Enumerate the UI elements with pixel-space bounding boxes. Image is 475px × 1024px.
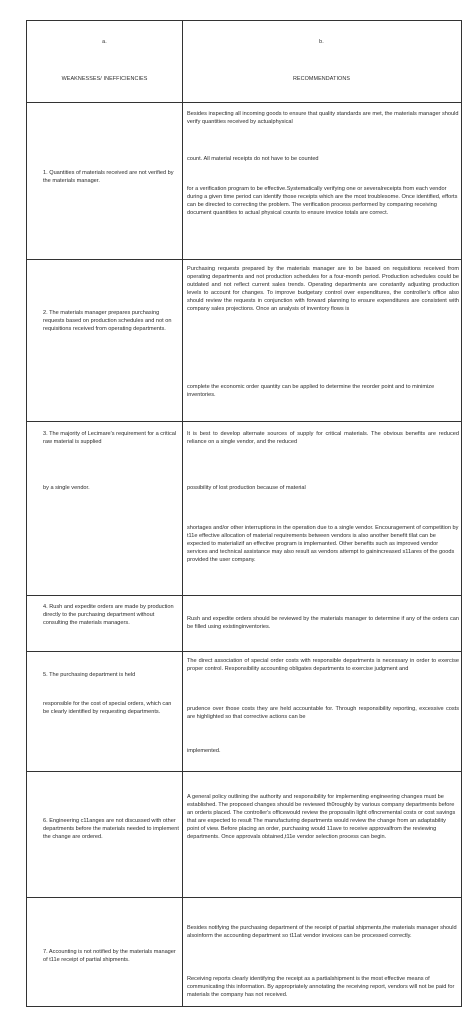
weakness-text: 4. Rush and expedite orders are made by production directly to the purchasing department without consulting the materials managers.: [43, 604, 174, 627]
weakness-text: responsible for the cost of special orders, which can be clearly identified by requesting departments.: [43, 701, 172, 716]
weakness-text: 5. The purchasing department is held: [43, 672, 136, 678]
weakness-recommendation-table: [26, 20, 462, 1007]
weakness-text: by a single vendor.: [43, 485, 90, 491]
column-divider: [182, 260, 183, 421]
table-row: [27, 652, 461, 772]
column-divider: [182, 596, 183, 651]
recommendation-text: shortages and/or other interruptions in the operation due to a single vendor. Encouragement of competition by t11e effective allocation of material requirements between vendors is also another benefit tllat can be expected to materializif an effective program is implemanted. Other benefits such as improved vendor services and technical assistance may also result as vendors attempt to gainincreased s11ares of the goods provided the user company.: [187, 525, 459, 564]
column-divider: [182, 652, 183, 771]
col-a-title: WEAKNESSES/ INEFFICIENCIES: [61, 76, 148, 82]
table-row: [27, 422, 461, 596]
recommendation-text: Besides notifying the purchasing department of the receipt of partial shipments,the materials manager should alsoinform the accounting department so t11at vendor invoices can be processed correctly.: [187, 925, 457, 940]
recommendation-text: Receiving reports clearly identifying the receipt as a partialshipment is the most effective means of communicating this information. By appropriately annotating the receiving report, vendors will not be paid for materials the company has not received.: [187, 976, 455, 999]
weakness-text: 7. Accounting is not notified by the materials manager of t11e receipt of partial shipments.: [43, 949, 176, 964]
table-row: [27, 898, 461, 1006]
weakness-text: 6. Engineering c11anges are not discussed with other departments before the materials needed to implement the change are ordered.: [43, 818, 179, 841]
recommendation-text: It is best to develop alternate sources of supply for critical materials. The obvious benefits are reduced reliance on a single vendor, and the reduced: [187, 431, 459, 446]
recommendation-text: complete the economic order quantity can be applied to determine the reorder point and to minimize inventories.: [187, 384, 435, 399]
table-row: [27, 103, 461, 260]
recommendation-text: prudence over those costs they are held accountable for. Through responsibility reporting, excessive costs are highlighted so that corrective actions can be: [187, 706, 459, 721]
weakness-text: 3. The majority of Lecimare's requirement for a critical raw material is supplied: [43, 431, 177, 446]
col-b-title: RECOMMENDATIONS: [292, 76, 351, 82]
column-divider: [182, 103, 183, 259]
recommendation-text: The direct association of special order costs with responsible departments is necessary in order to exercise proper control. Responsibility accounting obligates departments to exercise judgment and: [187, 658, 459, 673]
weakness-text: 2. The materials manager prepares purchasing requests based on production schedules and not on requisitions received from operating departments.: [43, 310, 172, 333]
column-divider: [182, 772, 183, 897]
recommendation-text: Purchasing requests prepared by the materials manager are to be based on requisitions received from operating departments and not production schedules for a four-month period. Production schedules could be outdated and not reflect current sales trends. Operating departments are constantly adjusting production levels to account for changes. To improve budgetary control over expenditures, the controller's office also should review the requests in conjunction with forward planning to ensure expenditures are consistent with company sales projections. Once an analysis of inventory flows is: [187, 266, 459, 313]
col-a-letter: a.: [102, 39, 107, 45]
recommendation-text: for a verification program to be effective.Systematically verifying one or severalreceipts from each vendor during a given time period can identify those receipts which are the most troublesome. Once identified, efforts can be directed to correcting the problem. The verification process performed by comparing receiving document quantities to actual physical counts to ensure invoice totals are correct.: [187, 186, 458, 217]
recommendation-text: A general policy outlining the authority and responsibility for implementing engineering changes must be established. The proposed changes should be reviewed th0roughly by various company departments before an orderis placed. The controller's officewould review the proposalin light oflncremental costs or cost savings that are expected to result The manufacturing departments would review the change from an adaptability point of view. Before placing an order, purchasing would 11ave to receive approvalfrom the reviewing departments. Once approvals obtained,t11e vendor selection process can begin.: [187, 794, 456, 841]
recommendation-text: Besides inspecting all incoming goods to ensure that quality standards are met, the materials manager should verify quantities received by actualphysical: [187, 111, 459, 126]
table-row: [27, 260, 461, 422]
table-row: [27, 772, 461, 898]
recommendation-text: implemented.: [187, 748, 221, 754]
column-divider: [182, 21, 183, 102]
table-header-row: [27, 21, 461, 103]
column-divider: [182, 898, 183, 1006]
recommendation-text: possibility of lost production because of material: [187, 485, 306, 491]
recommendation-text: Rush and expedite orders should be reviewed by the materials manager to determine if any of the orders can be filled using existinginventories.: [187, 616, 459, 631]
table-row: [27, 596, 461, 652]
recommendation-text: count. All material receipts do not have to be counted: [187, 156, 319, 162]
column-divider: [182, 422, 183, 595]
weakness-text: 1. Quantities of materials received are not verified by the materials manager.: [43, 170, 174, 185]
col-b-letter: b.: [319, 39, 324, 45]
